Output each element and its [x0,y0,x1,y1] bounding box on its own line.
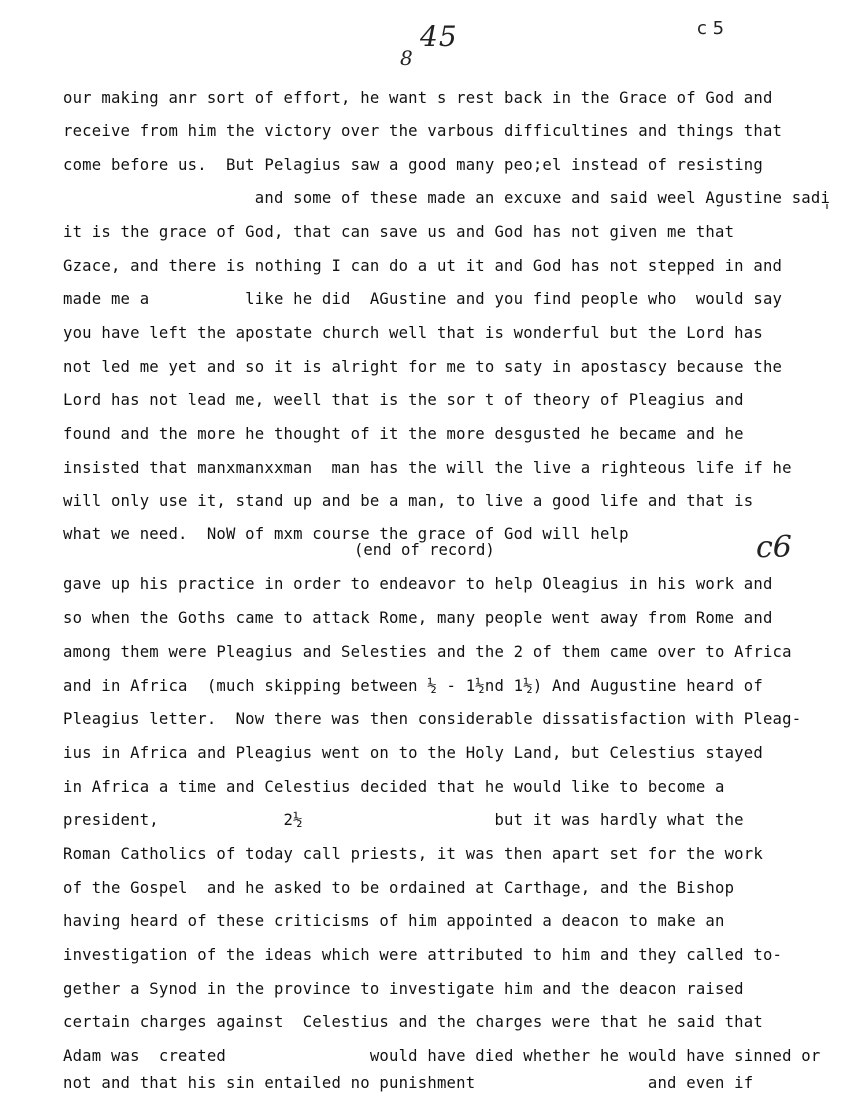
text-line: Pleagius letter. Now there was then considerable dissatisfaction with Pleag- [63,710,802,728]
text-line: found and the more he thought of it the more desgusted he became and he [63,425,744,443]
text-line: and in Africa (much skipping between ½ - 1½nd 1½) And Augustine heard of [63,677,763,695]
record-code-mid: c6 [756,530,792,565]
text-line: having heard of these criticisms of him appointed a deacon to make an [63,912,725,930]
text-line: in Africa a time and Celestius decided that he would like to become a [63,778,725,796]
end-of-record-note: (end of record) [354,541,495,559]
text-line: Roman Catholics of today call priests, it was then apart set for the work [63,845,763,863]
text-line: so when the Goths came to attack Rome, many people went away from Rome and [63,609,773,627]
text-line: certain charges against Celestius and the charges were that he said that [63,1013,763,1031]
text-line: come before us. But Pelagius saw a good many peo;el instead of resisting [63,156,763,174]
page-mark: 8 [400,46,413,70]
text-line: made me a like he did AGustine and you find people who would say [63,290,783,308]
text-line: insisted that manxmanxxman man has the will the live a righteous life if he [63,459,792,477]
text-line: Adam was created would have died whether he would have sinned or [63,1047,821,1065]
page-number: 45 [420,20,458,53]
text-line: of the Gospel and he asked to be ordained at Carthage, and the Bishop [63,879,735,897]
text-line: not led me yet and so it is alright for me to saty in apostascy because the [63,358,783,376]
text-line: will only use it, stand up and be a man, to live a good life and that is [63,492,754,510]
text-line: and some of these made an excuxe and said weel Agustine sadi [63,189,831,207]
text-line: our making anr sort of effort, he want s rest back in the Grace of God and [63,89,773,107]
text-line: it is the grace of God, that can save us and God has not given me that [63,223,735,241]
text-line: gether a Synod in the province to investigate him and the deacon raised [63,980,744,998]
text-line: ius in Africa and Pleagius went on to the Holy Land, but Celestius stayed [63,744,763,762]
text-line: president, 2½ but it was hardly what the [63,811,744,829]
text-line: receive from him the victory over the varbous difficultines and things that [63,122,783,140]
record-code-top: c 5 [697,18,725,39]
text-line: Lord has not lead me, weell that is the sor t of theory of Pleagius and [63,391,744,409]
text-line: among them were Pleagius and Selesties and the 2 of them came over to Africa [63,643,792,661]
text-line: you have left the apostate church well that is wonderful but the Lord has [63,324,763,342]
text-line: investigation of the ideas which were attributed to him and they called to- [63,946,783,964]
text-line: gave up his practice in order to endeavor to help Oleagius in his work and [63,575,773,593]
text-line: Gzace, and there is nothing I can do a ut it and God has not stepped in and [63,257,783,275]
text-line: what we need. NoW of mxm course the grace of God will help [63,525,629,543]
text-line: not and that his sin entailed no punishment and even if [63,1074,754,1092]
